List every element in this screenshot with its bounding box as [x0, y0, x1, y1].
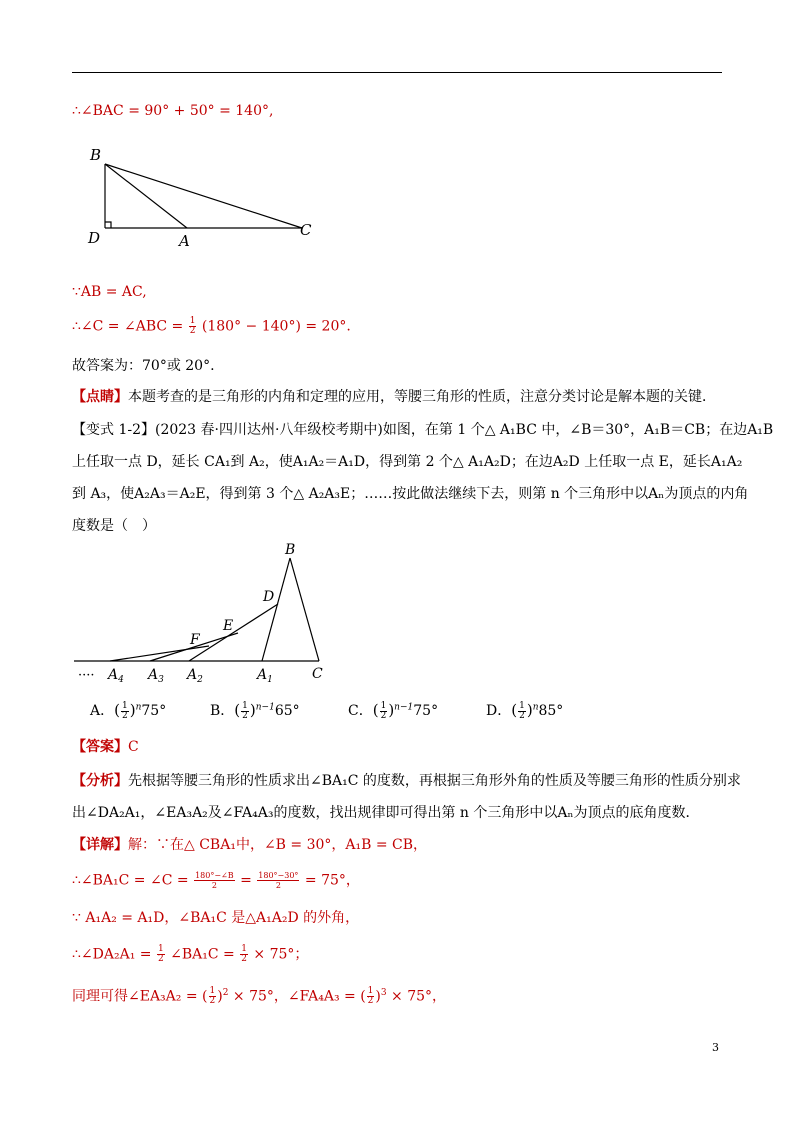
leading-dots: ···· [78, 668, 95, 683]
option-b[interactable]: B．( $\frac{1}{2}$ )$^{n-1}$65° [210, 700, 300, 721]
question-line-4: 度数是（ ） [72, 518, 156, 534]
option-a[interactable]: A．( $\frac{1}{2}$ )$^n$75° [90, 700, 167, 721]
answer-tag: 【答案】 [72, 739, 128, 755]
question-line-2: 上任取一点 D，延长 CA₁到 A₂，使A₁A₂＝A₁D，得到第 2 个△ A₁A₂D；在边A₂D 上任取一点 E，延长A₁A₂ [72, 454, 743, 470]
segment-b-c [290, 558, 319, 661]
solution-line-3: ∵ A₁A₂ = A₁D，∠BA₁C 是△A₁A₂D 的外角， [72, 910, 360, 926]
answer-line [72, 738, 139, 756]
option-d[interactable]: D．( $\frac{1}{2}$ )$^n$85° [486, 700, 564, 721]
question-line-3: 到 A₃，使A₂A₃＝A₂E，得到第 3 个△ A₂A₃E；……按此做法继续下去，则第 n 个三角形中以Aₙ为顶点的内角 [72, 486, 749, 502]
right-angle-mark [105, 222, 111, 228]
option-c[interactable]: C．( $\frac{1}{2}$ )$^{n-1}$75° [348, 700, 439, 721]
figure-triangle-chain [72, 538, 342, 688]
solution-line-5: 同理可得∠EA₃A₂ = ( $\frac{1}{2}$ )$^2$ × 75°，∠FA₄A₃ = ( $\frac{1}{2}$ )$^3$ × 75°， [72, 986, 447, 1006]
label-d: D [88, 229, 101, 247]
label-a4: $A_4$ [108, 667, 124, 685]
solution-line-4: ∴∠DA₂A₁ = $\frac{1}{2}$ ∠BA₁C = $\frac{1}{2}$ × 75°； [72, 944, 309, 964]
label-b: B [90, 146, 102, 164]
segment-a1-b [262, 558, 290, 661]
derivation-line-2: ∵AB = AC, [72, 284, 147, 300]
label-a2: $A_2$ [187, 667, 203, 685]
question-line-1: 【变式 1-2】(2023 春·四川达州·八年级校考期中)如图，在第 1 个△ A₁BC 中，∠B＝30°，A₁B＝CB；在边A₁B [72, 422, 774, 438]
solution-line-2: ∴∠BA₁C = ∠C = $\frac{180^\circ-\angle B}{2}$ = $\frac{180^\circ-30^\circ}{2}$ = 75°， [72, 871, 360, 890]
segment-ba [105, 164, 187, 228]
label-c: C [312, 666, 323, 682]
segment-a4-f [110, 646, 209, 661]
analysis-line-2: 出∠DA₂A₁，∠EA₃A₂及∠FA₄A₃的度数，找出规律即可得出第 n 个三角形中以Aₙ为顶点的底角度数． [72, 805, 700, 821]
analysis-tag: 【分析】 [72, 773, 128, 789]
derivation-line-3: ∴∠C = ∠ABC = $\frac{1}{2}$ (180° − 140°) = 20°. [72, 316, 351, 336]
label-a3: $A_3$ [148, 667, 164, 685]
segment-bc [105, 164, 302, 228]
label-a1: $A_1$ [257, 667, 273, 685]
label-e: E [223, 618, 234, 634]
analysis-line-1: 【分析】先根据等腰三角形的性质求出∠BA₁C 的度数，再根据三角形外角的性质及等腰三角形的性质分别求 [72, 773, 741, 789]
answer-value: C [128, 739, 139, 755]
label-b: B [285, 542, 296, 558]
label-c: C [300, 221, 312, 239]
solution-tag: 【详解】 [72, 837, 128, 853]
derivation-line-1: ∴∠BAC = 90° + 50° = 140°, [72, 103, 274, 119]
fraction-half: $\frac{1}{2}$ [189, 316, 196, 336]
dianjing-tag: 【点睛】 [72, 389, 128, 405]
header-rule [72, 72, 722, 73]
page-number: 3 [712, 1041, 719, 1054]
label-d: D [263, 589, 275, 605]
figure-triangle-bdac [80, 140, 330, 250]
label-a: A [179, 232, 190, 250]
solution-line-1: 【详解】解：∵在△ CBA₁中，∠B = 30°，A₁B = CB， [72, 837, 428, 853]
answer-summary: 故答案为：70°或 20°. [72, 358, 215, 374]
dianjing-paragraph: 【点睛】本题考查的是三角形的内角和定理的应用，等腰三角形的性质，注意分类讨论是解本题的关键． [72, 389, 716, 405]
label-f: F [190, 632, 200, 648]
